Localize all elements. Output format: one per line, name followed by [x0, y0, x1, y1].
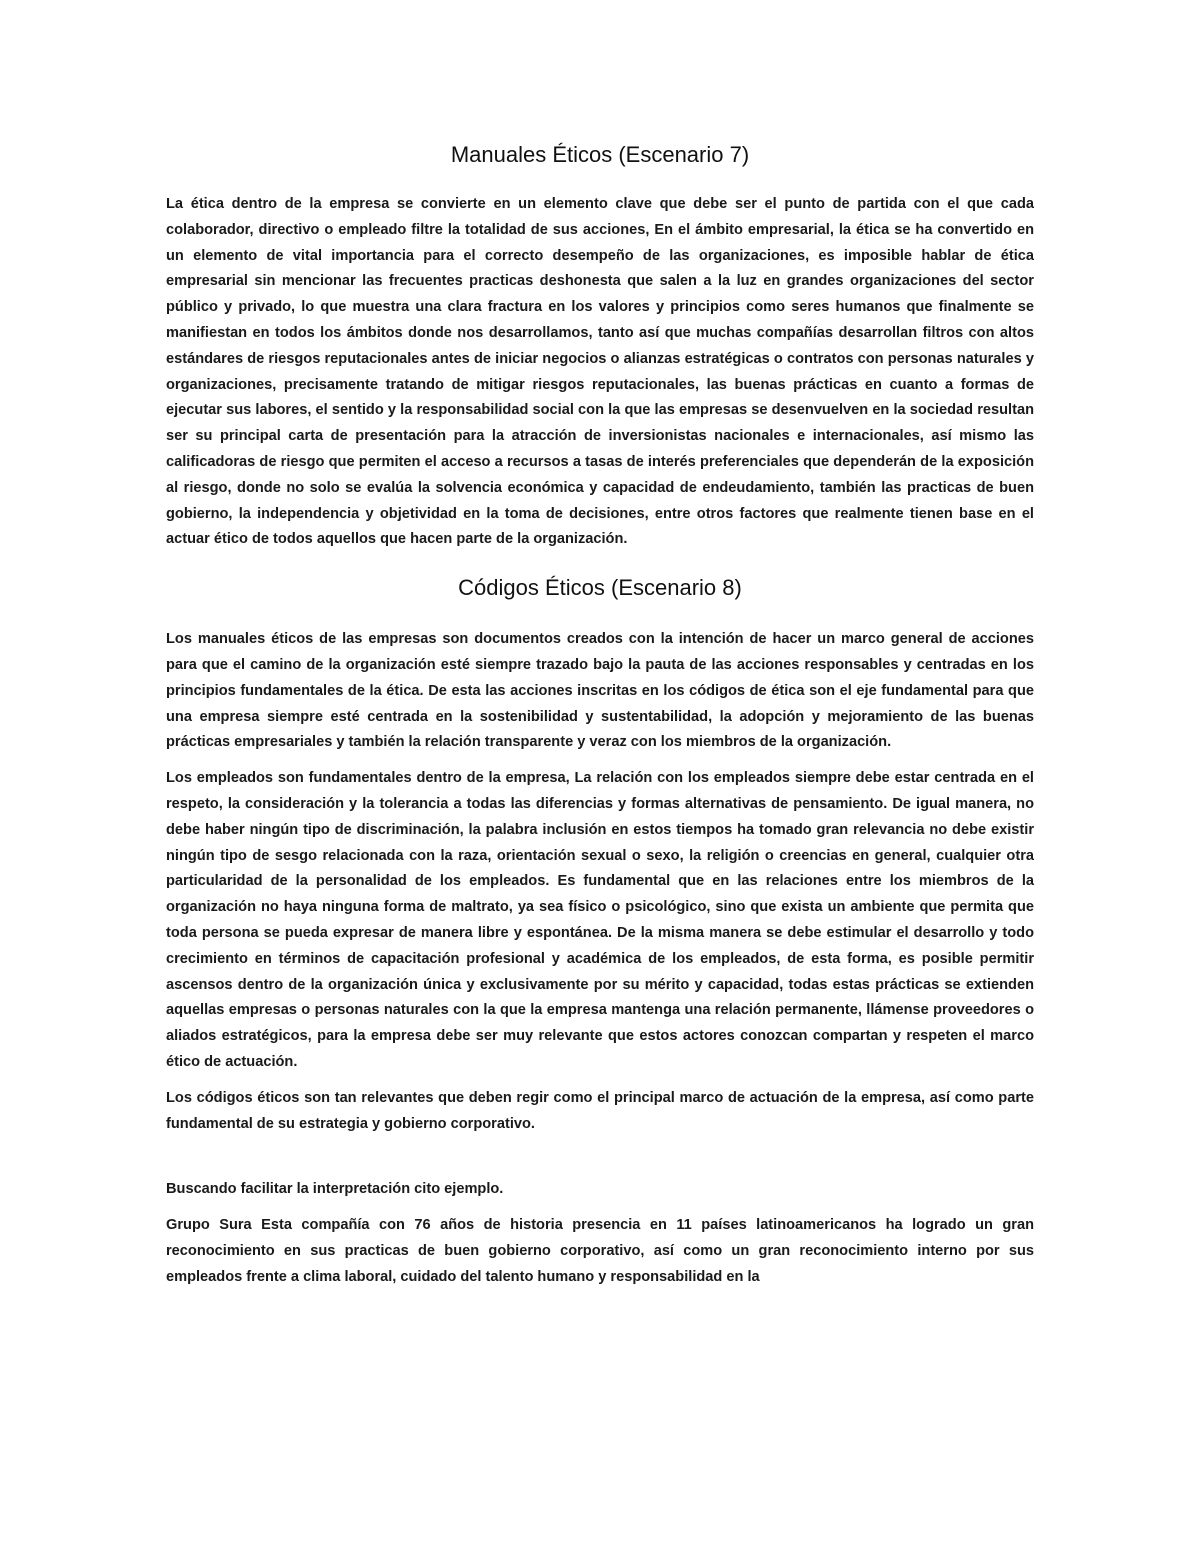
section-title-manuales: Manuales Éticos (Escenario 7)	[450, 142, 750, 167]
example-text: Grupo Sura Esta compañía con 76 años de historia presencia en 11 países latinoamericanos ha logrado un gran reconocimiento en sus practicas de buen gobierno corporativo, así como un gran reconocimiento interno por sus empleados frente a clima laboral, cuidado del talento humano y responsabilidad en la	[166, 1217, 1034, 1285]
paragraph-codigos-2: Los empleados son fundamentales dentro de la empresa, La relación con los empleados siempre debe estar centrada en el respeto, la consideración y la tolerancia a todas las diferencias y formas alternativas de pensamiento. De igual manera, no debe haber ningún tipo de discriminación, la palabra inclusión en estos tiempos ha tomado gran relevancia no debe existir ningún tipo de sesgo relacionada con la raza, orientación sexual o sexo, la religión o creencias en general, cualquier otra particularidad de la personalidad de los empleados. Es fundamental que en las relaciones entre los miembros de la organización no haya ninguna forma de maltrato, ya sea físico o psicológico, sino que exista un ambiente que permita que toda persona se pueda expresar de manera libre y espontánea. De la misma manera se debe estimular el desarrollo y todo crecimiento en términos de capacitación profesional y académica de los empleados, de esta forma, es posible permitir ascensos dentro de la organización única y exclusivamente por su mérito y capacidad, todas estas prácticas se extienden aquellas empresas o personas naturales con la que la empresa mantenga una relación permanente, llámense proveedores o aliados estratégicos, para la empresa debe ser muy relevante que estos actores conozcan compartan y respeten el marco ético de actuación.	[166, 770, 1034, 1070]
example-intro: Buscando facilitar la interpretación cito ejemplo.	[166, 1181, 504, 1198]
paragraph-manuales: La ética dentro de la empresa se convierte en un elemento clave que debe ser el punto de partida con el que cada colaborador, directivo o empleado filtre la totalidad de sus acciones, En el ámbito empresarial, la ética se ha convertido en un elemento de vital importancia para el correcto desempeño de las organizaciones, es imposible hablar de ética empresarial sin mencionar las frecuentes practicas deshonesta que salen a la luz en grandes organizaciones del sector público y privado, lo que muestra una clara fractura en los valores y principios como seres humanos que finalmente se manifiestan en todos los ámbitos donde nos desarrollamos, tanto así que muchas compañías desarrollan filtros con altos estándares de riesgos reputacionales antes de iniciar negocios o alianzas estratégicas o contratos con personas naturales y organizaciones, precisamente tratando de mitigar riesgos reputacionales, las buenas prácticas en cuanto a formas de ejecutar sus labores, el sentido y la responsabilidad social con la que las empresas se desenvuelven en la sociedad resultan ser su principal carta de presentación para la atracción de inversionistas nacionales e internacionales, así mismo las calificadoras de riesgo que permiten el acceso a recursos a tasas de interés preferenciales que dependerán de la exposición al riesgo, donde no solo se evalúa la solvencia económica y capacidad de endeudamiento, también las practicas de buen gobierno, la independencia y objetividad en la toma de decisiones, entre otros factores que realmente tienen base en el actuar ético de todos aquellos que hacen parte de la organización.	[166, 196, 1034, 548]
section-title-codigos: Códigos Éticos (Escenario 8)	[458, 575, 742, 601]
document-page	[166, 140, 1034, 1300]
paragraph-codigos-1: Los manuales éticos de las empresas son documentos creados con la intención de hacer un marco general de acciones para que el camino de la organización esté siempre trazado bajo la pauta de las acciones responsables y centradas en los principios fundamentales de la ética. De esta las acciones inscritas en los códigos de ética son el eje fundamental para que una empresa siempre esté centrada en la sostenibilidad y sustentabilidad, la adopción y mejoramiento de las buenas prácticas empresariales y también la relación transparente y veraz con los miembros de la organización.	[166, 631, 1034, 751]
paragraph-codigos-3: Los códigos éticos son tan relevantes que deben regir como el principal marco de actuación de la empresa, así como parte fundamental de su estrategia y gobierno corporativo.	[166, 1089, 1034, 1132]
